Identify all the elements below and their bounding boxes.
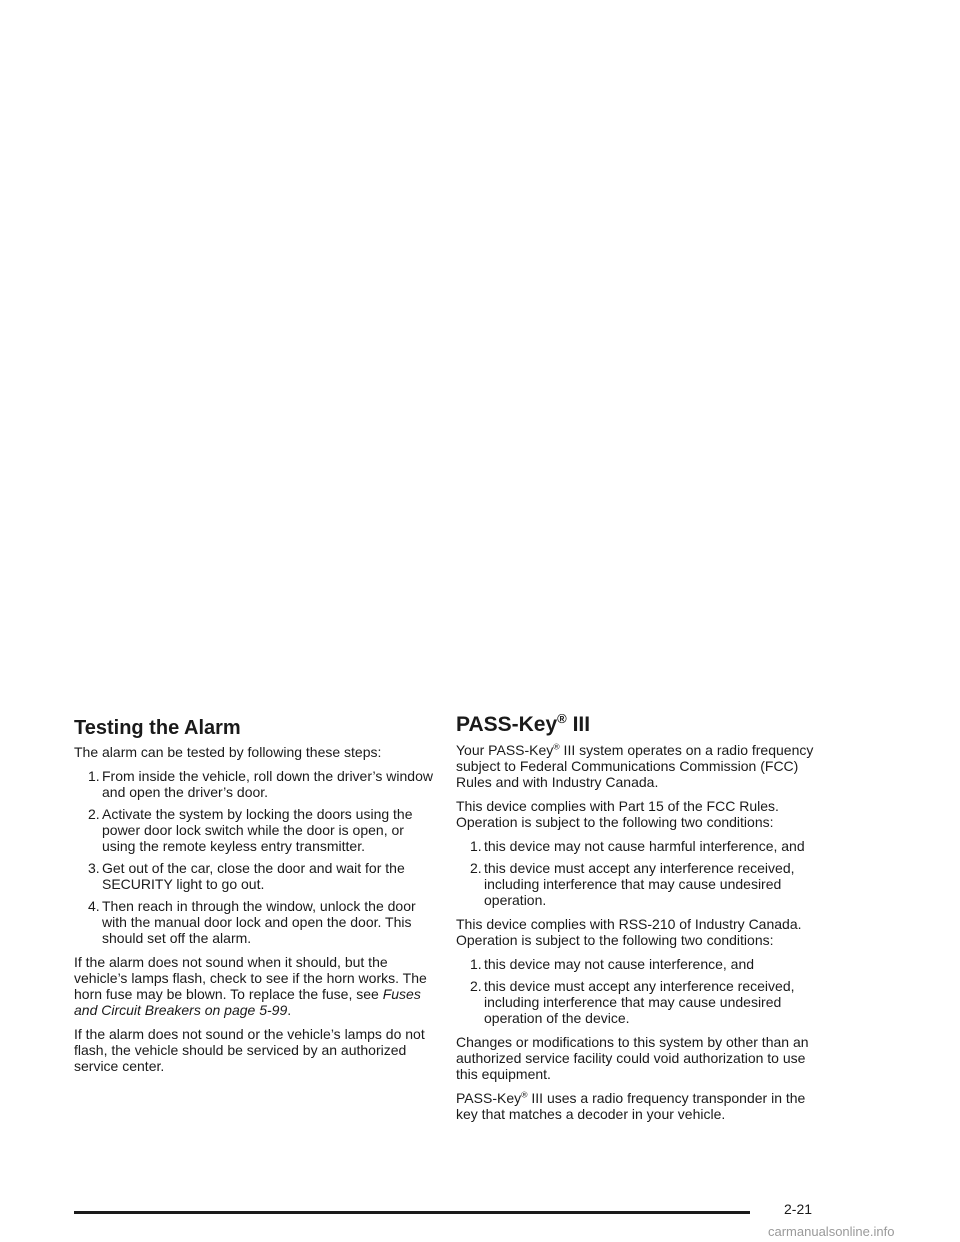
modifications-paragraph: Changes or modifications to this system by other than an authorized service facility could void authorization to use this equipment. (456, 1034, 809, 1082)
step-number: 1. (88, 768, 100, 784)
paragraph-text: III uses a radio frequency transponder in the key that matches a decoder in your vehicle. (456, 1090, 806, 1122)
condition-number: 2. (470, 978, 482, 994)
alarm-service-paragraph: If the alarm does not sound or the vehicle’s lamps do not flash, the vehicle should be serviced by an authorized service center. (74, 1026, 425, 1074)
step-text: Activate the system by locking the doors using the power door lock switch while the door is open, or using the remote keyless entry transmitter. (102, 806, 413, 854)
condition-number: 1. (470, 956, 482, 972)
step-text: From inside the vehicle, roll down the driver’s window and open the driver’s door. (102, 768, 433, 800)
registered-mark: ® (521, 1089, 528, 1100)
footer-rule (74, 1211, 750, 1214)
step-text: Then reach in through the window, unlock the door with the manual door lock and open the door. This should set off the alarm. (102, 898, 416, 946)
section-title-pass-key (456, 712, 818, 738)
list-item (456, 838, 818, 854)
paragraph-end: . (287, 1002, 292, 1018)
step-number: 4. (88, 898, 100, 914)
registered-mark: ® (553, 741, 560, 752)
rss-conditions-list (456, 956, 818, 1026)
watermark-text: carmanualsonline.info (768, 1224, 895, 1239)
condition-number: 2. (470, 860, 482, 876)
fuses-reference-link[interactable]: Fuses and Circuit Breakers on page 5-99 (74, 986, 421, 1018)
list-item (456, 978, 818, 1026)
condition-text: this device must accept any interference received, including interference that may cause undesired operation. (484, 860, 795, 908)
list-item (74, 860, 434, 892)
condition-text: this device may not cause harmful interference, and (484, 838, 805, 854)
registered-mark: ® (557, 711, 567, 726)
paragraph-text: PASS-Key (456, 1090, 522, 1106)
paragraph-text: III system operates on a radio frequency subject to Federal Communications Commission (FCC) Rules and with Industry Canada. (456, 742, 814, 790)
step-number: 3. (88, 860, 100, 876)
section-title-testing-alarm: Testing the Alarm (74, 717, 241, 739)
list-item (74, 768, 434, 800)
transponder-paragraph (456, 1090, 818, 1122)
pass-key-intro-paragraph (456, 742, 818, 790)
condition-text: this device may not cause interference, and (484, 956, 755, 972)
list-item (456, 860, 818, 908)
page-number: 2-21 (784, 1201, 813, 1217)
fcc-conditions-list (456, 838, 818, 908)
alarm-troubleshoot-paragraph (74, 954, 434, 1018)
paragraph-text: If the alarm does not sound when it should, but the vehicle’s lamps flash, check to see if the horn works. The horn fuse may be blown. To replace the fuse, see (74, 954, 427, 1002)
left-column (74, 716, 434, 1082)
rss-paragraph: This device complies with RSS-210 of Industry Canada. Operation is subject to the following two conditions: (456, 916, 802, 948)
list-item (456, 956, 818, 972)
step-text: Get out of the car, close the door and wait for the SECURITY light to go out. (102, 860, 405, 892)
condition-number: 1. (470, 838, 482, 854)
intro-paragraph: The alarm can be tested by following these steps: (74, 744, 382, 760)
list-item (74, 898, 434, 946)
right-column (456, 711, 818, 1130)
fcc-paragraph: This device complies with Part 15 of the FCC Rules. Operation is subject to the following two conditions: (456, 798, 779, 830)
step-number: 2. (88, 806, 100, 822)
list-item (74, 806, 434, 854)
title-suffix: III (566, 713, 591, 736)
paragraph-text: Your PASS-Key (456, 742, 554, 758)
title-text: PASS-Key (456, 713, 558, 736)
alarm-steps-list (74, 768, 434, 946)
condition-text: this device must accept any interference received, including interference that may cause undesired operation of the device. (484, 978, 795, 1026)
